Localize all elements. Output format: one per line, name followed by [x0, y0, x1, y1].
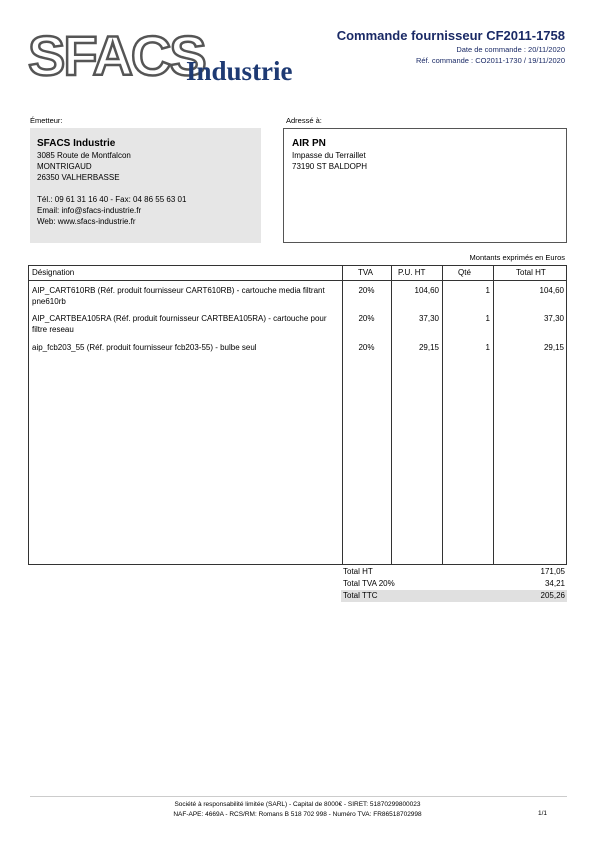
page-number: 1/1 — [537, 810, 547, 817]
total-ht-label: Total HT — [343, 567, 373, 576]
total-ttc-label: Total TTC — [343, 591, 378, 600]
total-ttc-row — [341, 590, 567, 602]
header-total: Total HT — [516, 268, 546, 277]
row-quantity: 1 — [485, 286, 490, 295]
row-total: 37,30 — [543, 314, 564, 323]
order-lines-table — [28, 265, 567, 565]
totals-block — [341, 566, 567, 602]
row-total: 104,60 — [539, 286, 564, 295]
order-date: Date de commande : 20/11/2020 — [456, 45, 565, 54]
row-tva: 20% — [358, 343, 375, 352]
order-reference: Réf. commande : CO2011-1730 / 19/11/2020 — [416, 56, 565, 65]
total-tva-value: 34,21 — [544, 579, 565, 588]
recipient-address2: 73190 ST BALDOPH — [292, 162, 368, 171]
order-title: Commande fournisseur CF2011-1758 — [336, 28, 565, 43]
emitter-label: Émetteur: — [30, 116, 63, 125]
footer-legal-line1: Société à responsabilité limitée (SARL) - Capital de 8000€ - SIRET: 51870299800023 — [174, 801, 421, 808]
emitter-web: Web: www.sfacs-industrie.fr — [37, 217, 136, 226]
row-quantity: 1 — [485, 314, 490, 323]
row-unit-price: 37,30 — [418, 314, 439, 323]
row-total: 29,15 — [543, 343, 564, 352]
emitter-phone: Tél.: 09 61 31 16 40 - Fax: 04 86 55 63 01 — [37, 195, 187, 204]
total-ht-value: 171,05 — [540, 567, 565, 576]
emitter-address3: 26350 VALHERBASSE — [37, 173, 120, 182]
order-header — [337, 28, 565, 66]
recipient-label: Adressé à: — [286, 116, 322, 125]
total-ht-row — [341, 566, 567, 578]
recipient-box — [283, 128, 567, 243]
logo-suffix: Industrie — [186, 56, 293, 86]
footer-legal-line2: NAF-APE: 4669A - RCS/RM: Romans B 518 702 998 - Numéro TVA: FR86518702998 — [173, 811, 422, 818]
recipient-address1: Impasse du Terraillet — [292, 151, 366, 160]
header-unit-price: P.U. HT — [398, 268, 426, 277]
row-designation: aip_fcb203_55 (Réf. produit fournisseur fcb203-55) - bulbe seul — [32, 343, 257, 352]
emitter-email: Email: info@sfacs-industrie.fr — [37, 206, 142, 215]
emitter-address1: 3085 Route de Montfalcon — [37, 151, 131, 160]
row-tva: 20% — [358, 314, 375, 323]
row-quantity: 1 — [485, 343, 490, 352]
header-designation: Désignation — [32, 268, 75, 277]
total-tva-row — [341, 578, 567, 590]
total-ttc-value: 205,26 — [540, 591, 565, 600]
logo-brand: SFACS — [28, 24, 205, 87]
row-designation: AIP_CART610RB (Réf. produit fournisseur CART610RB) - cartouche media filtrant pne610rb — [32, 286, 325, 306]
row-tva: 20% — [358, 286, 375, 295]
emitter-address2: MONTRIGAUD — [37, 162, 92, 171]
header-tva: TVA — [358, 268, 373, 277]
footer — [0, 800, 595, 820]
row-designation: AIP_CARTBEA105RA (Réf. produit fournisseur CARTBEA105RA) - cartouche pour filtre reseau — [32, 314, 327, 334]
emitter-box — [30, 128, 261, 243]
header-quantity: Qté — [458, 268, 471, 277]
emitter-name: SFACS Industrie — [37, 138, 116, 149]
row-unit-price: 104,60 — [414, 286, 439, 295]
currency-note: Montants exprimés en Euros — [469, 253, 565, 262]
row-unit-price: 29,15 — [418, 343, 439, 352]
company-logo — [28, 24, 318, 88]
recipient-name: AIR PN — [292, 138, 326, 149]
footer-divider — [30, 796, 567, 797]
total-tva-label: Total TVA 20% — [343, 579, 395, 588]
